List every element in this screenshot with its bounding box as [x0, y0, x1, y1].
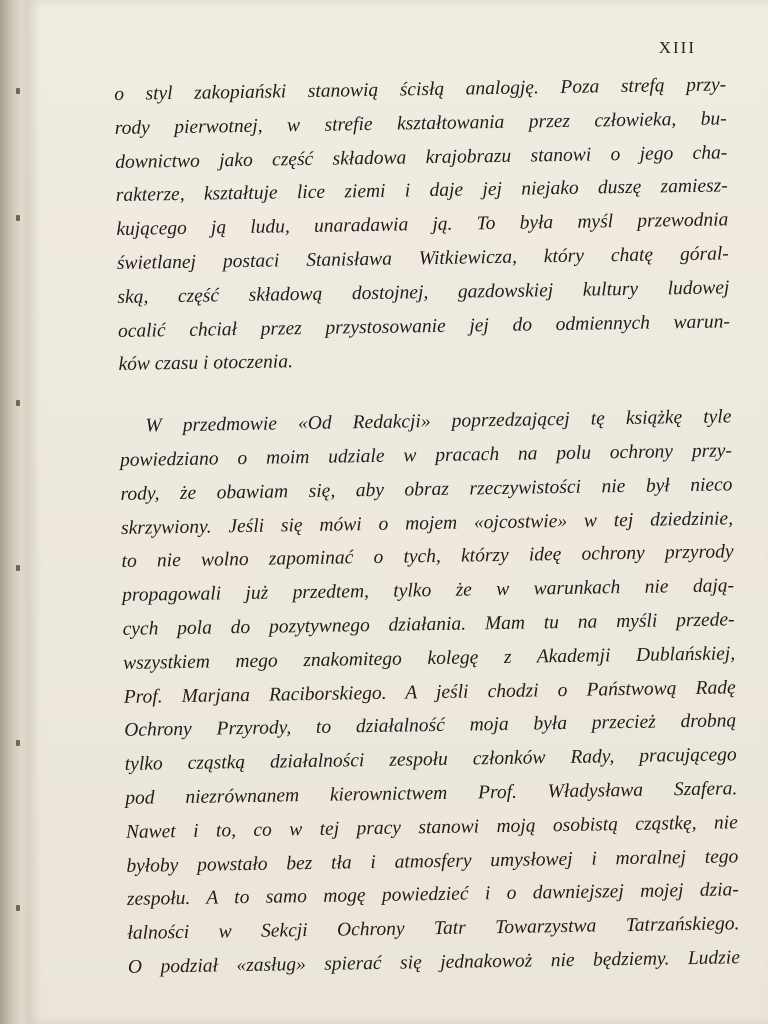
binding-stitch	[16, 905, 20, 911]
book-binding	[0, 0, 30, 1024]
text-line: powiedziano o moim udziale w pracach na polu ochrony przy-	[119, 440, 733, 471]
text-line: o styl zakopiański stanowią ścisłą analogję. Poza strefą przy-	[114, 74, 727, 105]
paragraph-1	[114, 68, 731, 382]
binding-stitch	[16, 740, 20, 746]
text-line: Ochrony Przyrody, to działalność moja była przecież drobną	[124, 710, 737, 742]
page-number: XIII	[658, 38, 696, 57]
text-line: wszystkiem mego znakomitego kolegę z Akademji Dublańskiej,	[123, 643, 736, 674]
text-line: byłoby powstało bez tła i atmosfery umysłowej i moralnej tego	[126, 845, 739, 877]
binding-stitch	[16, 215, 20, 221]
text-line: Nawet i to, co w tej pracy stanowi moją osobistą cząstkę, nie	[125, 812, 738, 843]
text-line: kującego ją ludu, unaradawia ją. To była myśl przewodnia	[116, 209, 729, 241]
text-line: świetlanej postaci Stanisława Witkiewicza, który chatę góral-	[116, 243, 730, 274]
binding-stitch	[16, 565, 20, 571]
text-line: rody pierwotnej, w strefie kształtowania przez człowieka, bu-	[114, 108, 727, 139]
text-line: ską, część składową dostojnej, gazdowskiej kultury ludowej	[117, 277, 730, 308]
text-line: pod niezrównanem kierownictwem Prof. Władysława Szafera.	[125, 778, 738, 809]
text-line: to nie wolno zapominać o tych, którzy ideę ochrony przyrody	[121, 541, 734, 573]
page-body	[114, 68, 740, 984]
text-line: O podział «zasług» spierać się jednakowoż nie będziemy. Ludzie	[127, 947, 741, 978]
binding-stitch	[16, 400, 20, 406]
text-line: łalności w Sekcji Ochrony Tatr Towarzystwa Tatrzańskiego.	[127, 913, 740, 945]
text-line: downictwo jako część składowa krajobrazu stanowi o jego cha-	[115, 141, 728, 173]
text-line: rody, że obawiam się, aby obraz rzeczywistości nie był nieco	[120, 474, 733, 505]
text-line: ków czasu i otoczenia.	[118, 351, 294, 376]
text-line: cych pola do pozytywnego działania. Mam tu na myśli przede-	[122, 609, 735, 640]
binding-stitch	[16, 88, 20, 94]
text-line: rakterze, kształtuje lice ziemi i daje jej niejako duszę zamiesz-	[115, 175, 728, 207]
text-line: Prof. Marjana Raciborskiego. A jeśli chodzi o Państwową Radę	[123, 676, 736, 708]
text-line: zespołu. A to samo mogę powiedzieć i o dawniejszej mojej dzia-	[126, 879, 739, 911]
paragraph-2	[119, 401, 740, 985]
text-line: tylko cząstką działalności zespołu członków Rady, pracującego	[124, 744, 737, 776]
text-line: W przedmowie «Od Redakcji» poprzedzającej tę książkę tyle	[145, 406, 732, 437]
text-line: ocalić chciał przez przystosowanie jej do odmiennych warun-	[117, 310, 731, 342]
book-page	[28, 0, 768, 1024]
text-line: propagowali już przedtem, tylko że w warunkach nie dają-	[121, 575, 735, 607]
text-line: skrzywiony. Jeśli się mówi o mojem «ojcostwie» w tej dziedzinie,	[120, 507, 734, 539]
